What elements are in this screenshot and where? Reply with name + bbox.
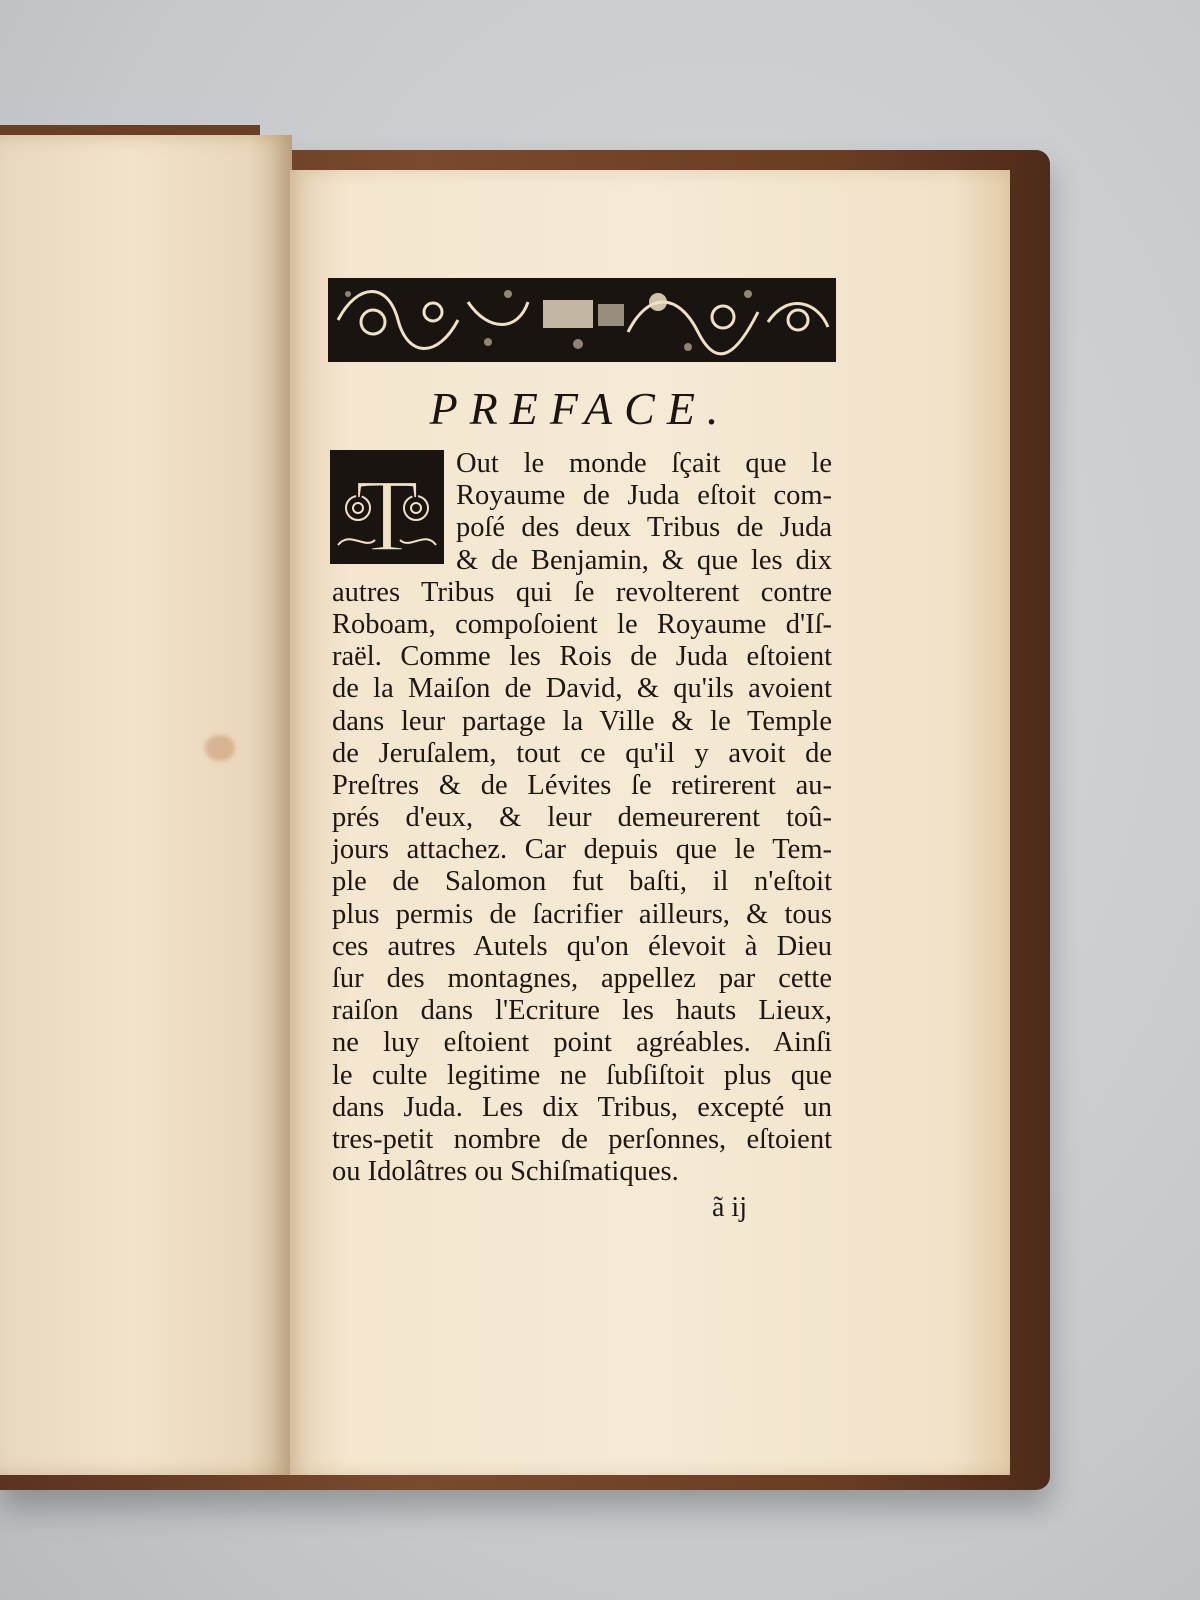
text-line: de la Maiſon de David, & qu'ils avoient [332,673,832,705]
text-line: dans Juda. Les dix Tribus, excepté un [332,1091,832,1123]
left-page [0,135,292,1475]
dropcap-letter: T [355,458,419,564]
text-line: ple de Salomon fut baſti, il n'eſtoit [332,866,832,898]
text-line: autres Tribus qui ſe revolterent contre [332,576,832,608]
ornamental-headpiece [328,272,836,368]
text-line: Preſtres & de Lévites ſe retirerent au- [332,769,832,801]
signature-mark: ã ij [712,1192,747,1223]
text-line: prés d'eux, & leur demeurerent toû- [332,802,832,834]
text-line: Roboam, compoſoient le Royaume d'Iſ- [332,608,832,640]
text-line: Out le monde ſçait que le [456,448,832,479]
foxing-stain [205,735,235,761]
text-line: & de Benjamin, & que les dix [456,544,832,576]
text-line: ces autres Autels qu'on élevoit à Dieu [332,930,832,962]
text-line: de Jeruſalem, tout ce qu'il y avoit de [332,737,832,769]
text-line: ou Idolâtres ou Schiſmatiques. [332,1156,679,1188]
text-line: plus permis de ſacrifier ailleurs, & tous [332,898,832,930]
text-line: le culte legitime ne ſubſiſtoit plus que [332,1059,832,1091]
text-line: raël. Comme les Rois de Juda eſtoient [332,641,832,673]
text-line: ne luy eſtoient point agréables. Ainſi [332,1027,832,1059]
text-line: Royaume de Juda eſtoit com- [456,480,832,512]
page-title: PREFACE. [429,383,731,434]
text-line: dans leur partage la Ville & le Temple [332,705,832,737]
text-line: poſé des deux Tribus de Juda [456,512,832,544]
text-line: tres-petit nombre de perſonnes, eſtoient [332,1123,832,1155]
text-line: ſur des montagnes, appellez par cette [332,963,832,994]
text-line: raiſon dans l'Ecriture les hauts Lieux, [332,995,832,1027]
preface-body [332,448,832,1188]
text-line: jours attachez. Car depuis que le Tem- [332,834,832,866]
